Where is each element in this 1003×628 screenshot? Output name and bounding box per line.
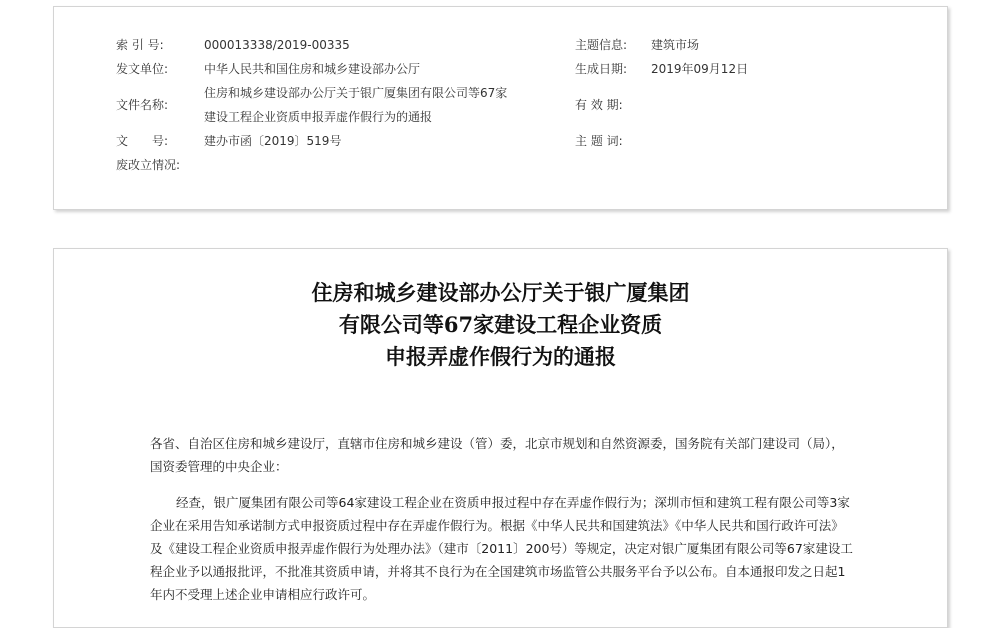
meta-value-line2: 建设工程企业资质申报弄虚作假行为的通报: [204, 110, 433, 124]
meta-label: 索 引 号:: [116, 38, 164, 52]
meta-value: 2019年09月12日: [651, 62, 749, 76]
document-title: [54, 277, 947, 373]
title-line: 住房和城乡建设部办公厅关于银广厦集团: [311, 280, 690, 305]
meta-label: 文件名称:: [116, 98, 169, 112]
meta-value: 建办市函〔2019〕519号: [204, 134, 342, 148]
meta-value: 住房和城乡建设部办公厅关于银广厦集团有限公司等67家: [204, 86, 508, 100]
meta-value: 建筑市场: [651, 38, 700, 52]
salutation-paragraph: 各省、自治区住房和城乡建设厅，直辖市住房和城乡建设（管）委，北京市规划和自然资源委，国务院有关部门建设司（局），国资委管理的中央企业：: [150, 436, 844, 474]
meta-value: 000013338/2019-00335: [204, 38, 350, 52]
title-line: 申报弄虚作假行为的通报: [385, 344, 616, 369]
body-text: 经查，银广厦集团有限公司等64家建设工程企业在资质申报过程中存在弄虚作假行为；深圳市恒和建筑工程有限公司等3家企业在采用告知承诺制方式申报资质过程中存在弄虚作假行为。根据《中华人民共和国建筑法》《中华人民共和国行政许可法》及《建设工程企业资质申报弄虚作假行为处理办法》（建市〔2011〕200号）等规定，决定对银广厦集团有限公司等67家建设工程企业予以通报批评，不批准其资质申请，并将其不良行为在全国建筑市场监管公共服务平台予以公布。自本通报印发之日起1年内不受理上述企业申请相应行政许可。: [150, 495, 853, 602]
meta-label: 有 效 期:: [575, 98, 623, 112]
title-line: 有限公司等67家建设工程企业资质: [338, 312, 663, 337]
body-paragraph: [150, 491, 856, 606]
meta-label: 废改立情况:: [116, 158, 181, 172]
meta-label: 主题信息:: [575, 38, 628, 52]
document-body-panel: [53, 248, 948, 628]
meta-label: 文 号:: [116, 134, 169, 148]
meta-label: 生成日期:: [575, 62, 628, 76]
document-metadata-panel: [53, 6, 948, 210]
meta-label: 主 题 词:: [575, 134, 623, 148]
meta-value: 中华人民共和国住房和城乡建设部办公厅: [204, 62, 421, 76]
meta-label: 发文单位:: [116, 62, 169, 76]
